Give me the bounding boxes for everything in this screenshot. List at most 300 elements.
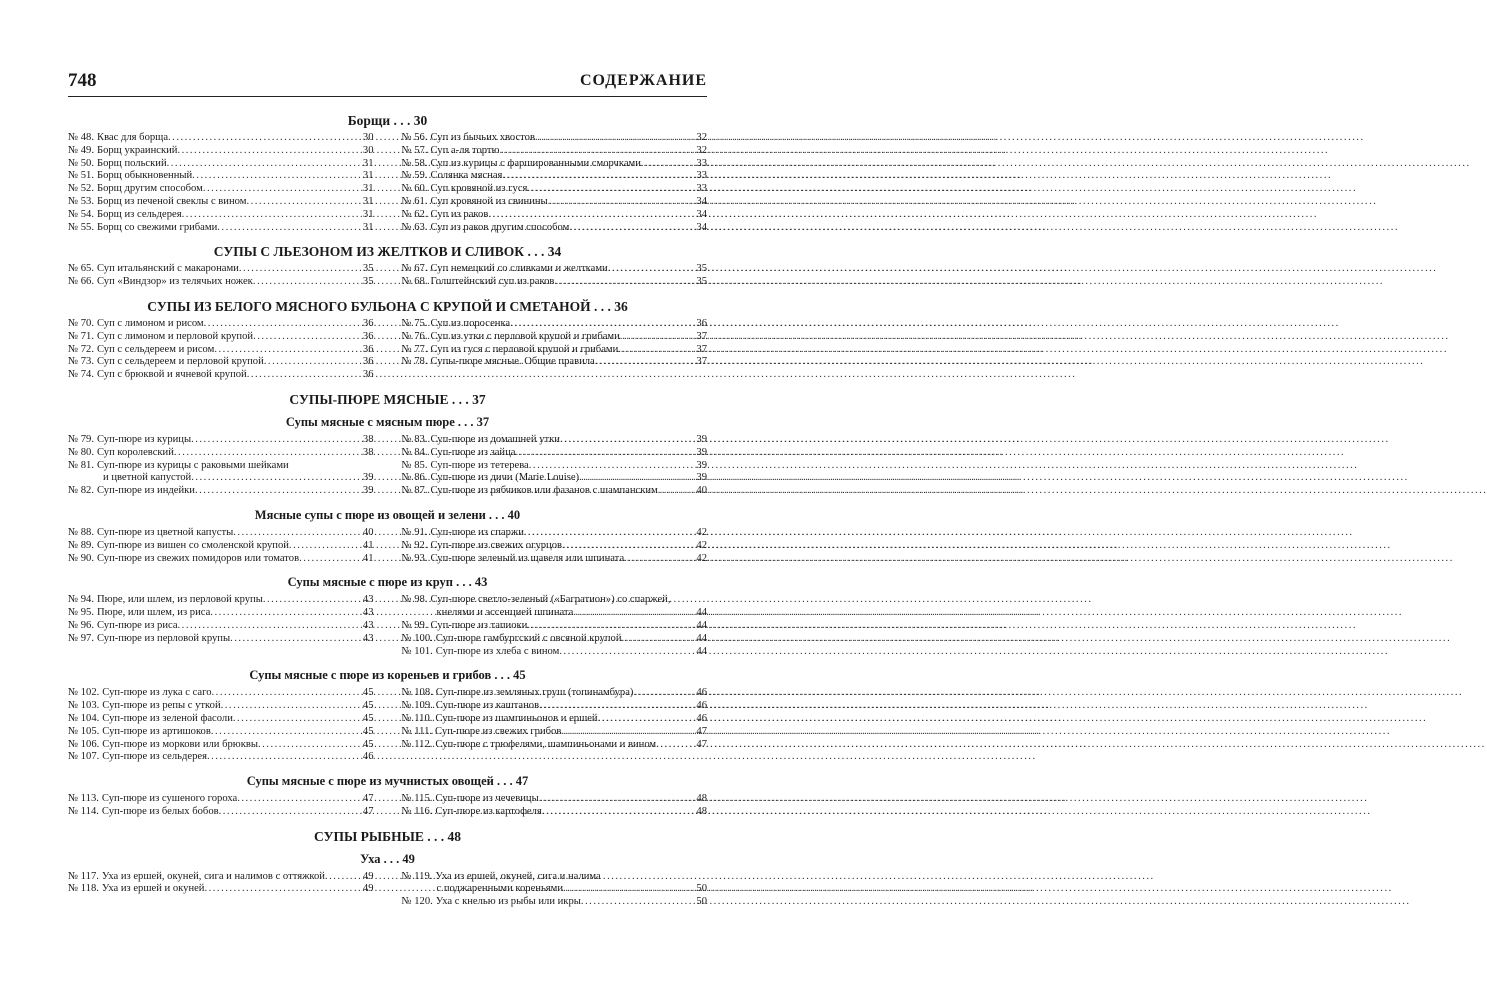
leader-dots bbox=[595, 356, 689, 369]
toc-entry bbox=[402, 739, 708, 752]
leader-dots bbox=[624, 553, 689, 566]
entry-page: 36 bbox=[362, 330, 374, 342]
entries-column-right bbox=[402, 263, 708, 289]
toc-entry bbox=[68, 145, 374, 158]
entry-page: 45 bbox=[362, 725, 374, 737]
toc-entry bbox=[402, 607, 708, 620]
entry-page: 39 bbox=[696, 433, 707, 445]
entry-title: Суп кровяной из свинины bbox=[430, 195, 548, 207]
entry-title: Суп из бычьих хвостов bbox=[430, 132, 535, 143]
leader-dots bbox=[217, 222, 355, 235]
entry-title: Суп-пюре из свежих помидоров или томатов bbox=[97, 552, 300, 564]
leader-dots bbox=[618, 344, 689, 357]
entry-page: 42 bbox=[696, 552, 707, 564]
toc-entry bbox=[402, 196, 708, 209]
entries-column-right bbox=[402, 687, 708, 764]
leader-dots bbox=[510, 318, 689, 331]
entry-number: № 58. bbox=[401, 157, 428, 169]
entry-page: 45 bbox=[362, 712, 374, 724]
entries-column-right bbox=[402, 527, 708, 565]
entry-page: 49 bbox=[362, 870, 374, 882]
entry-title: Суп-пюре из индейки bbox=[97, 485, 195, 497]
toc-entry bbox=[68, 739, 374, 752]
leader-dots bbox=[542, 806, 689, 819]
entry-number: № 59. bbox=[401, 170, 428, 182]
entry-number: № 99. bbox=[401, 619, 428, 631]
entry-page: 39 bbox=[696, 459, 707, 471]
entries-column-right bbox=[402, 434, 708, 498]
entry-page: 32 bbox=[696, 132, 707, 143]
entry-title: Суп-пюре из рябчиков или фазанов с шампанским bbox=[430, 485, 658, 497]
entries-column-left bbox=[68, 687, 374, 764]
leader-dots bbox=[214, 344, 355, 357]
entry-title: кнелями и эссенцией шпината bbox=[436, 607, 574, 619]
leader-dots bbox=[264, 356, 356, 369]
entry-title: Суп-пюре из домашней утки bbox=[430, 433, 560, 445]
entry-number: № 70. bbox=[68, 317, 94, 329]
entry-number: № 103. bbox=[68, 700, 100, 712]
entry-page: 35 bbox=[362, 276, 374, 288]
section-entries bbox=[68, 132, 707, 234]
entries-column-left bbox=[68, 263, 374, 289]
entry-page: 45 bbox=[362, 687, 374, 699]
entry-page: 33 bbox=[696, 183, 707, 195]
toc-entry bbox=[68, 793, 374, 806]
toc-entry bbox=[402, 687, 708, 700]
section-title: Мясные супы с пюре из овощей и зелени . . . 40 bbox=[254, 507, 521, 522]
entries-column-right bbox=[402, 594, 708, 658]
leader-dots bbox=[233, 527, 355, 540]
leader-dots bbox=[554, 276, 689, 289]
toc-entry bbox=[68, 158, 374, 171]
entry-number: № 109. bbox=[401, 700, 433, 712]
leader-dots bbox=[203, 183, 356, 196]
toc-entry bbox=[68, 132, 374, 145]
toc-entry bbox=[68, 356, 374, 369]
leader-dots bbox=[174, 447, 356, 460]
toc-entry bbox=[402, 276, 708, 289]
toc-entry bbox=[68, 460, 374, 473]
entry-number: № 101. bbox=[401, 645, 433, 657]
toc-entry bbox=[402, 183, 708, 196]
section-title: Уха . . . 49 bbox=[360, 851, 415, 866]
entry-title: Суп-пюре из картофеля bbox=[435, 805, 542, 817]
entry-page: 35 bbox=[696, 263, 707, 275]
leader-dots bbox=[253, 331, 355, 344]
entry-page: 39 bbox=[696, 472, 707, 484]
section-title: Супы мясные с пюре из круп . . . 43 bbox=[287, 575, 488, 590]
leader-dots bbox=[239, 263, 356, 276]
entries-column-left bbox=[68, 871, 374, 909]
toc-entry bbox=[68, 607, 374, 620]
entry-number: № 96. bbox=[68, 619, 94, 631]
leader-dots bbox=[527, 620, 689, 633]
entry-page: 31 bbox=[362, 183, 374, 195]
leader-dots bbox=[207, 751, 356, 764]
entry-page: 43 bbox=[362, 594, 374, 606]
entry-number: № 92. bbox=[401, 539, 428, 551]
entry-number: № 89. bbox=[68, 539, 94, 551]
toc-entry bbox=[68, 687, 374, 700]
toc-entry bbox=[68, 594, 374, 607]
toc-entry bbox=[68, 276, 374, 289]
entry-page: 38 bbox=[362, 433, 374, 445]
entry-page: 50 bbox=[696, 883, 707, 895]
leader-dots bbox=[502, 170, 689, 183]
toc-entry bbox=[68, 434, 374, 447]
entry-page: 44 bbox=[696, 645, 707, 657]
entry-number: № 87. bbox=[401, 485, 428, 497]
entry-title: и цветной капустой bbox=[103, 472, 192, 484]
entry-page: 46 bbox=[696, 700, 707, 712]
entry-number: № 71. bbox=[68, 330, 94, 342]
section-title: Борщи . . . 30 bbox=[347, 113, 428, 128]
section-entries bbox=[68, 871, 707, 909]
entry-page: 30 bbox=[362, 144, 374, 156]
entry-title: Суп с брюквой и ячневой крупой bbox=[97, 369, 247, 381]
entry-number: № 55. bbox=[68, 221, 94, 233]
section-title: СУПЫ РЫБНЫЕ . . . 48 bbox=[314, 828, 461, 844]
entry-title: Суп-пюре из каштанов bbox=[435, 700, 540, 712]
leader-dots bbox=[237, 793, 355, 806]
toc-entry bbox=[402, 896, 708, 909]
entry-title: Солянка мясная bbox=[430, 170, 503, 182]
entry-page: 30 bbox=[362, 132, 374, 143]
entry-page: 33 bbox=[696, 170, 707, 182]
entry-page: 33 bbox=[696, 157, 707, 169]
leader-dots bbox=[177, 145, 355, 158]
toc-entry bbox=[68, 751, 374, 764]
toc-entry bbox=[402, 434, 708, 447]
entries-column-left bbox=[68, 318, 374, 382]
entry-number: № 52. bbox=[68, 183, 94, 195]
entry-number: № 107. bbox=[68, 751, 100, 763]
leader-dots bbox=[569, 222, 689, 235]
leader-dots bbox=[608, 263, 689, 276]
entry-page: 42 bbox=[696, 539, 707, 551]
entry-number: № 95. bbox=[68, 607, 94, 619]
entry-title: Суп из поросенка bbox=[430, 317, 511, 329]
entry-page: 45 bbox=[362, 738, 374, 750]
entries-column-right bbox=[402, 871, 708, 909]
leader-dots bbox=[212, 687, 356, 700]
toc-entry bbox=[68, 726, 374, 739]
section-title: СУПЫ С ЛЬЕЗОНОМ ИЗ ЖЕЛТКОВ И СЛИВОК . . . 34 bbox=[213, 244, 562, 260]
entry-title: Суп из курицы с фаршированными сморчками bbox=[430, 157, 641, 169]
entry-title: Суп-пюре из свежих огурцов bbox=[430, 539, 563, 551]
entry-page: 34 bbox=[696, 221, 707, 233]
leader-dots bbox=[247, 369, 356, 382]
leader-dots bbox=[221, 700, 356, 713]
entry-title: Суп-пюре из сушеного гороха bbox=[101, 793, 238, 805]
entry-number: № 50. bbox=[68, 157, 94, 169]
page-title: СОДЕРЖАНИЕ bbox=[579, 72, 707, 89]
toc-entry bbox=[402, 806, 708, 819]
entry-title: с поджаренными кореньями bbox=[436, 883, 564, 895]
entry-page: 31 bbox=[362, 157, 374, 169]
entry-page: 46 bbox=[362, 751, 374, 763]
entry-title: Пюре, или шлем, из перловой крупы bbox=[97, 594, 263, 606]
entry-title: Борщ польский bbox=[97, 157, 167, 169]
entry-page: 36 bbox=[362, 317, 374, 329]
entry-title: Суп королевский bbox=[97, 446, 174, 458]
toc-entry bbox=[402, 222, 708, 235]
entry-page: 32 bbox=[696, 144, 707, 156]
entry-number: № 97. bbox=[68, 632, 94, 644]
entries-column-left bbox=[68, 793, 374, 819]
entry-number: № 57. bbox=[401, 144, 428, 156]
section-entries bbox=[68, 434, 707, 498]
entry-title: Суп-пюре из моркови или брюквы bbox=[102, 738, 258, 750]
leader-dots bbox=[573, 607, 689, 620]
toc-entry bbox=[402, 170, 708, 183]
section-title: Супы мясные с пюре из кореньев и грибов . . . 45 bbox=[249, 668, 526, 683]
leader-dots bbox=[633, 687, 689, 700]
entry-title: Суп итальянский с макаронами bbox=[97, 263, 239, 275]
leader-dots bbox=[515, 447, 689, 460]
entry-title: Суп-пюре с трюфелями, шампиньонами и вином bbox=[435, 738, 657, 750]
toc-entry bbox=[402, 344, 708, 357]
entry-number: № 63. bbox=[401, 221, 428, 233]
entries-column-left bbox=[68, 594, 374, 658]
entry-number: № 54. bbox=[68, 208, 94, 220]
leader-dots bbox=[488, 209, 689, 222]
section-title: Супы мясные с мясным пюре . . . 37 bbox=[285, 414, 490, 429]
entry-number: № 84. bbox=[401, 446, 428, 458]
section-entries bbox=[68, 793, 707, 819]
entry-number: № 82. bbox=[68, 485, 94, 497]
entry-title: Суп с сельдереем и рисом bbox=[97, 343, 215, 355]
entry-page: 36 bbox=[362, 343, 374, 355]
leader-dots bbox=[499, 145, 689, 158]
page-header bbox=[68, 70, 707, 97]
toc-entry bbox=[402, 460, 708, 473]
entry-title: Уха из ершей, окуней, сига и налимов с оттяжкой bbox=[101, 870, 325, 882]
entry-number: № 77. bbox=[401, 343, 428, 355]
entry-page: 41 bbox=[362, 539, 374, 551]
toc-entry bbox=[402, 726, 708, 739]
entry-title: Суп из раков другим способом bbox=[430, 221, 570, 233]
entry-page: 40 bbox=[362, 526, 374, 538]
toc-entry bbox=[402, 633, 708, 646]
entry-number: № 80. bbox=[68, 446, 94, 458]
entry-page: 40 bbox=[696, 485, 707, 497]
entry-page: 36 bbox=[362, 356, 374, 368]
toc-entry bbox=[402, 145, 708, 158]
leader-dots bbox=[178, 620, 356, 633]
toc-entry bbox=[402, 527, 708, 540]
entry-title: Суп-пюре из шампиньонов и ершей bbox=[435, 712, 598, 724]
toc-entry bbox=[68, 700, 374, 713]
entry-title: Суп кровяной из гуся bbox=[430, 183, 528, 195]
entry-number: № 49. bbox=[68, 144, 94, 156]
entry-page: 31 bbox=[362, 170, 374, 182]
toc-entry bbox=[68, 472, 374, 485]
toc-entry bbox=[68, 369, 374, 382]
entry-number: № 74. bbox=[68, 369, 94, 381]
toc-entry bbox=[68, 540, 374, 553]
entry-title: Суп-пюре из перловой крупы bbox=[97, 632, 231, 644]
leader-dots bbox=[527, 183, 689, 196]
leader-dots bbox=[182, 209, 356, 222]
toc-entry bbox=[68, 183, 374, 196]
entry-title: Суп-пюре из тапиоки bbox=[430, 619, 528, 631]
toc-entry bbox=[402, 620, 708, 633]
entry-title: Борщ из сельдерея bbox=[97, 208, 182, 220]
entry-page: 43 bbox=[362, 619, 374, 631]
entry-page: 50 bbox=[696, 896, 707, 908]
entry-number: № 85. bbox=[401, 459, 428, 471]
entry-number: № 78. bbox=[401, 356, 428, 368]
entry-page: 39 bbox=[362, 485, 374, 497]
toc-entry bbox=[68, 553, 374, 566]
entry-title: Суп-пюре из тетерева bbox=[430, 459, 529, 471]
toc-entry bbox=[68, 344, 374, 357]
entry-number: № 119. bbox=[401, 870, 433, 882]
entry-page: 45 bbox=[362, 700, 374, 712]
toc-entry bbox=[402, 485, 708, 498]
entry-number: № 108. bbox=[401, 687, 433, 699]
entry-title: Суп-пюре из дичи (Marie Louise) bbox=[430, 472, 580, 484]
entries-column-right bbox=[402, 132, 708, 234]
leader-dots bbox=[230, 633, 355, 646]
toc-entry bbox=[402, 318, 708, 331]
leader-dots bbox=[581, 896, 689, 909]
entry-page: 39 bbox=[362, 472, 374, 484]
entry-title: Уха из ершей, окуней, сига и налима bbox=[435, 870, 601, 882]
entry-number: № 93. bbox=[401, 552, 428, 564]
toc-entry bbox=[402, 594, 708, 607]
leader-dots bbox=[563, 883, 689, 896]
entry-title: Суп-пюре из цветной капусты bbox=[97, 526, 234, 538]
entry-number: № 100. bbox=[401, 632, 433, 644]
entry-number: № 114. bbox=[68, 805, 99, 817]
toc-entry bbox=[402, 263, 708, 276]
section-entries bbox=[68, 594, 707, 658]
entry-page: 47 bbox=[362, 805, 374, 817]
entry-number: № 75. bbox=[401, 317, 428, 329]
leader-dots bbox=[548, 196, 689, 209]
leader-dots bbox=[219, 806, 356, 819]
section-entries bbox=[68, 687, 707, 764]
entry-page: 42 bbox=[696, 526, 707, 538]
leader-dots bbox=[253, 276, 356, 289]
toc-entry bbox=[68, 209, 374, 222]
entry-title: Суп-пюре из курицы с раковыми шейками bbox=[97, 459, 289, 471]
entry-page: 47 bbox=[696, 725, 707, 737]
entry-number: № 79. bbox=[68, 433, 94, 445]
entry-title: Суп с сельдереем и перловой крупой bbox=[97, 356, 264, 368]
entry-page: 43 bbox=[362, 607, 374, 619]
entry-title: Суп-пюре из спаржи bbox=[430, 526, 524, 538]
toc-entry bbox=[402, 713, 708, 726]
leader-dots bbox=[191, 472, 355, 485]
entry-title: Суп-пюре из риса bbox=[97, 619, 178, 631]
toc-entry bbox=[402, 356, 708, 369]
entry-page: 37 bbox=[696, 356, 707, 368]
entry-number: № 51. bbox=[68, 170, 94, 182]
toc-entry bbox=[402, 447, 708, 460]
entry-title: Борщ обыкновенный bbox=[97, 170, 193, 182]
entry-number: № 112. bbox=[401, 738, 433, 750]
entry-title: Суп-пюре из хлеба с вином bbox=[435, 645, 560, 657]
entry-title: Суп из гуся с перловой крупой и грибами bbox=[430, 343, 619, 355]
leader-dots bbox=[658, 485, 689, 498]
toc-entry bbox=[402, 883, 708, 896]
toc-entry bbox=[68, 170, 374, 183]
leader-dots bbox=[289, 540, 356, 553]
entry-page: 36 bbox=[696, 317, 707, 329]
entry-page: 44 bbox=[696, 619, 707, 631]
leader-dots bbox=[210, 607, 355, 620]
entry-page: 46 bbox=[696, 712, 707, 724]
entry-number: № 90. bbox=[68, 552, 94, 564]
leader-dots bbox=[560, 434, 689, 447]
entry-title: Суп-пюре зеленый из щавеля или шпината bbox=[430, 552, 625, 564]
entry-number: № 98. bbox=[401, 594, 428, 606]
leader-dots bbox=[168, 132, 355, 145]
entry-number: № 88. bbox=[68, 526, 94, 538]
entry-number: № 86. bbox=[401, 472, 428, 484]
leader-dots bbox=[539, 793, 689, 806]
toc-entry bbox=[402, 700, 708, 713]
entry-number: № 117. bbox=[68, 870, 99, 882]
toc-entry bbox=[68, 806, 374, 819]
entry-number: № 61. bbox=[401, 195, 428, 207]
toc-entry bbox=[68, 222, 374, 235]
leader-dots bbox=[299, 553, 355, 566]
entry-number: № 65. bbox=[68, 263, 94, 275]
entry-page: 34 bbox=[696, 195, 707, 207]
entry-page: 49 bbox=[362, 883, 374, 895]
toc-entry bbox=[68, 331, 374, 344]
entry-title: Борщ украинский bbox=[97, 144, 178, 156]
entry-title: Суп с лимоном и перловой крупой bbox=[97, 330, 254, 342]
entry-page: 31 bbox=[362, 195, 374, 207]
entry-number: № 66. bbox=[68, 276, 94, 288]
section-entries bbox=[68, 318, 707, 382]
entry-title: Суп «Виндзор» из телячьих ножек bbox=[97, 276, 253, 288]
leader-dots bbox=[529, 460, 689, 473]
entry-title: Квас для борща bbox=[97, 132, 169, 143]
entry-number: № 53. bbox=[68, 195, 94, 207]
entry-page: 41 bbox=[362, 552, 374, 564]
entry-page: 38 bbox=[362, 446, 374, 458]
entry-number: № 104. bbox=[68, 712, 100, 724]
entry-page: 44 bbox=[696, 632, 707, 644]
entries-column-left bbox=[68, 434, 374, 498]
entry-number: № 115. bbox=[401, 793, 433, 805]
leader-dots bbox=[192, 170, 355, 183]
entry-title: Суп-пюре из зайца bbox=[430, 446, 516, 458]
entry-number: № 68. bbox=[401, 276, 428, 288]
entry-number: № 118. bbox=[68, 883, 99, 895]
toc-entry bbox=[68, 620, 374, 633]
entry-page: 35 bbox=[362, 263, 374, 275]
entry-title: Суп-пюре гамбургский с овсяной крупой bbox=[435, 632, 622, 644]
leader-dots bbox=[641, 158, 689, 171]
entry-title: Суп-пюре из сельдерея bbox=[102, 751, 207, 763]
entry-number: № 62. bbox=[401, 208, 428, 220]
entry-title: Суп а-ля тортю bbox=[430, 144, 500, 156]
entry-title: Голштейнский суп из раков bbox=[430, 276, 555, 288]
toc-entry bbox=[68, 447, 374, 460]
entry-number: № 48. bbox=[68, 132, 94, 143]
entry-title: Суп-пюре из чечевицы bbox=[435, 793, 539, 805]
leader-dots bbox=[562, 540, 689, 553]
entries-column-left bbox=[68, 527, 374, 565]
entry-number: № 72. bbox=[68, 343, 94, 355]
